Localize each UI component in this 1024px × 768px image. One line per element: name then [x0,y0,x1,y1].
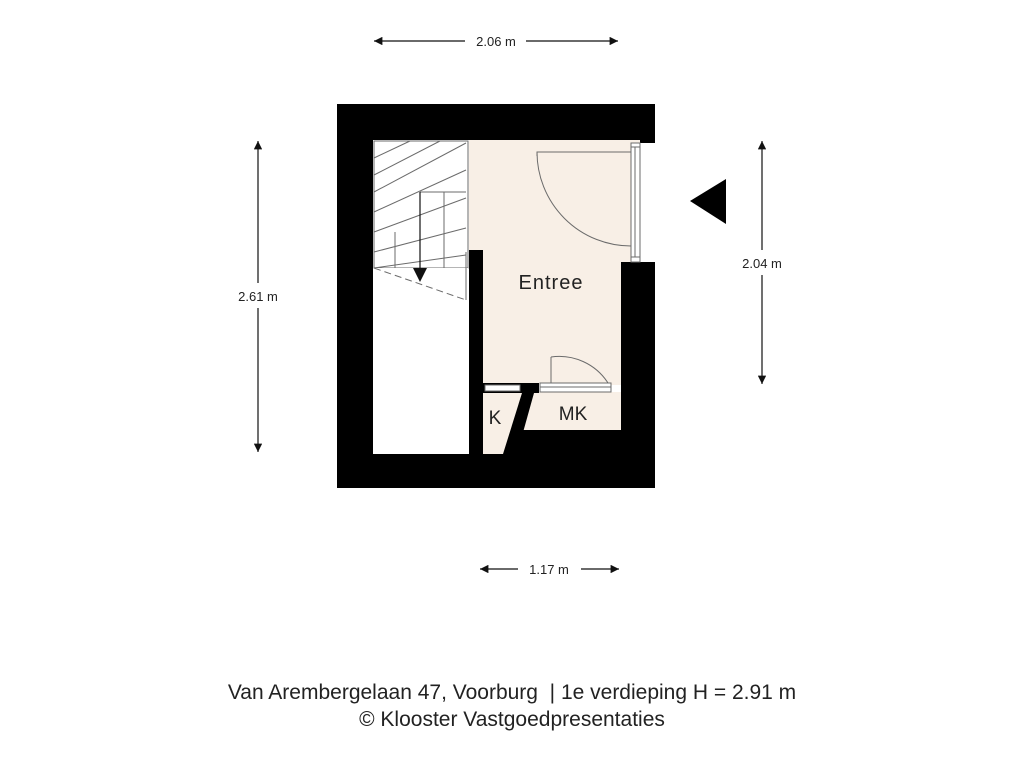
room-label-k: K [488,408,502,429]
inner-wall-right [621,262,655,488]
dim-bottom-width: 1.17 m [529,562,569,577]
entree-floor [469,140,640,385]
room-label-entree: Entree [518,272,584,294]
wall-mk-top [523,383,539,393]
inner-wall-stair [469,250,483,454]
footer-floor-info: | 1e verdieping H = 2.91 m [549,681,797,704]
room-label-mk: MK [558,404,588,425]
stair-void [374,268,468,454]
wall-entree-mk-white-gap [485,385,520,391]
wall-bottom-mk [517,430,621,454]
dim-right-height: 2.04 m [742,256,782,271]
footer-address-line [0,681,1024,705]
footer-copyright: © Klooster Vastgoedpresentaties [359,708,665,731]
dim-top-width: 2.06 m [476,34,516,49]
footer-address: Van Arembergelaan 47, Voorburg [227,681,538,704]
dim-left-height: 2.61 m [238,289,278,304]
entrance-marker-icon [690,179,726,224]
